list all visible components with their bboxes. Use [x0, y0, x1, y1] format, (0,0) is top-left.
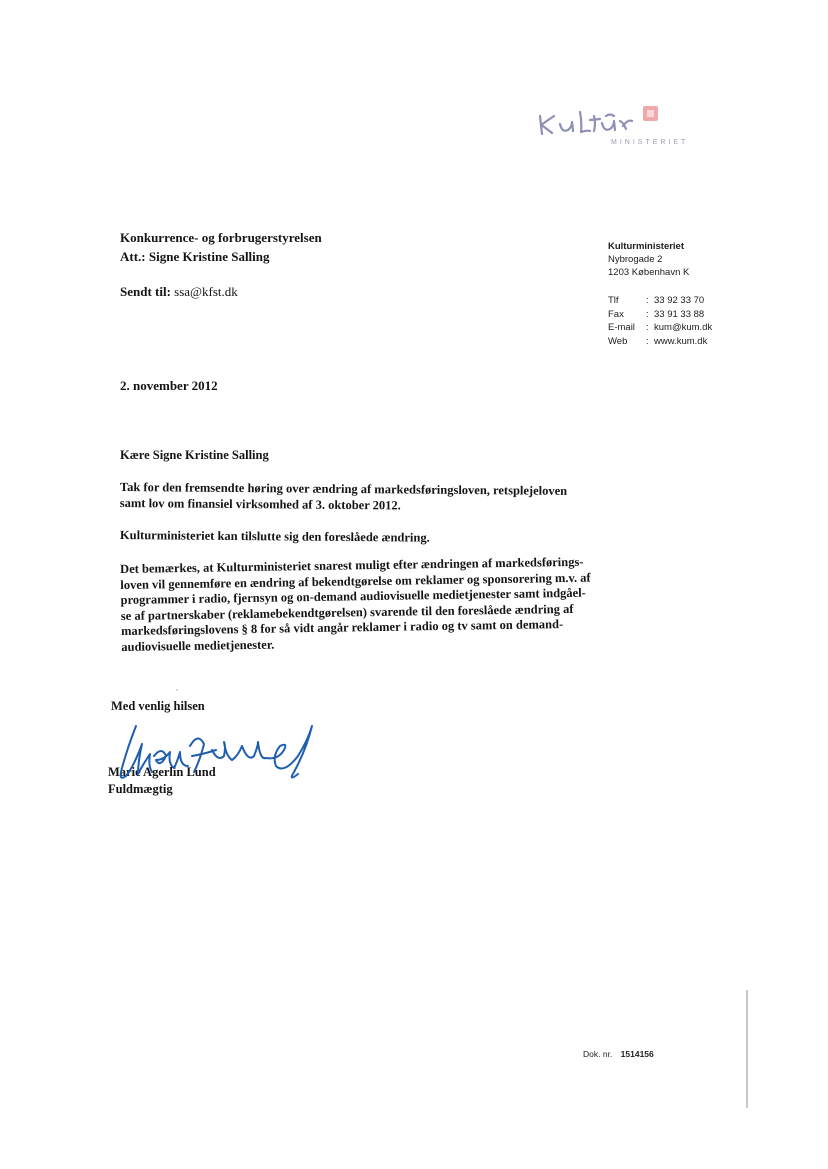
- recipient-organization: Konkurrence- og forbrugerstyrelsen: [120, 230, 322, 245]
- logo-wordmark-graphic: [532, 102, 662, 142]
- contact-label: Fax: [608, 308, 624, 320]
- handwritten-signature: [108, 716, 328, 798]
- contact-value: 33 92 33 70: [654, 295, 705, 306]
- letter-date: 2. november 2012: [120, 378, 218, 393]
- sender-address: [608, 240, 689, 279]
- sent-to-label: Sendt til:: [120, 284, 171, 299]
- contact-label: E-mail: [608, 322, 635, 333]
- paragraph-line: se af partnerskaber (reklamebekendtgørelsen) svarende til den foreslåede ændring af: [120, 601, 574, 623]
- sender-city: 1203 København K: [608, 267, 690, 278]
- contact-label: Tlf: [608, 295, 619, 306]
- sent-to-email: ssa@kfst.dk: [174, 284, 238, 299]
- contact-value: kum@kum.dk: [654, 322, 713, 333]
- paragraph-1: [120, 480, 620, 515]
- recipient-address: [120, 228, 322, 266]
- signer-name: Marie Agerlin Lund: [108, 765, 216, 779]
- paragraph-line: Tak for den fremsendte høring over ændring af markedsføringsloven, retsplejeloven: [119, 480, 568, 498]
- sender-street: Nybrogade 2: [608, 254, 663, 265]
- contact-label: Web: [608, 335, 628, 347]
- signer-title: Fuldmægtig: [108, 782, 173, 796]
- sender-organization: Kulturministeriet: [608, 241, 685, 252]
- paragraph-line: loven vil gennemføre en ændring af bekendtgørelse om reklamer og sponsorering m.v. af: [120, 570, 591, 592]
- contact-row-web: Web : www.kum.dk: [608, 335, 708, 347]
- contact-value: 33 91 33 88: [654, 308, 705, 320]
- contact-row-email: E-mail : kum@kum.dk: [608, 322, 713, 333]
- sent-to-line: [120, 284, 238, 300]
- paragraph-line: Det bemærkes, at Kulturministeriet snarest muligt efter ændringen af markedsførings-: [120, 554, 584, 576]
- document-number: [583, 1049, 654, 1059]
- contact-row-fax: Fax : 33 91 33 88: [608, 308, 705, 320]
- scan-speck: [176, 689, 178, 691]
- kulturministeriet-logo: [532, 102, 702, 154]
- logo-subtitle: MINISTERIET: [611, 139, 689, 146]
- document-number-value: 1514156: [620, 1049, 654, 1059]
- scan-artifact-line: [746, 990, 748, 1108]
- document-number-label: Dok. nr.: [583, 1049, 613, 1059]
- closing-phrase: Med venlig hilsen: [111, 699, 205, 713]
- paragraph-line: audiovisuelle medietjenester.: [121, 637, 275, 654]
- paragraph-line: programmer i radio, fjernsyn og on-demand audiovisuelle medietjenester samt indgåel-: [120, 585, 586, 607]
- paragraph-2: Kulturministeriet kan tilslutte sig den foreslåede ændring.: [119, 528, 430, 545]
- paragraph-line: samt lov om finansiel virksomhed af 3. oktober 2012.: [119, 495, 401, 512]
- sender-contact-block: [608, 294, 712, 348]
- recipient-attention: Att.: Signe Kristine Salling: [120, 249, 270, 264]
- salutation: Kære Signe Kristine Salling: [120, 448, 269, 462]
- contact-row-phone: Tlf : 33 92 33 70: [608, 295, 705, 306]
- paragraph-3: [120, 554, 611, 655]
- contact-value: www.kum.dk: [654, 335, 708, 347]
- paragraph-line: markedsføringslovens § 8 for så vidt angår reklamer i radio og tv samt on demand-: [120, 617, 564, 638]
